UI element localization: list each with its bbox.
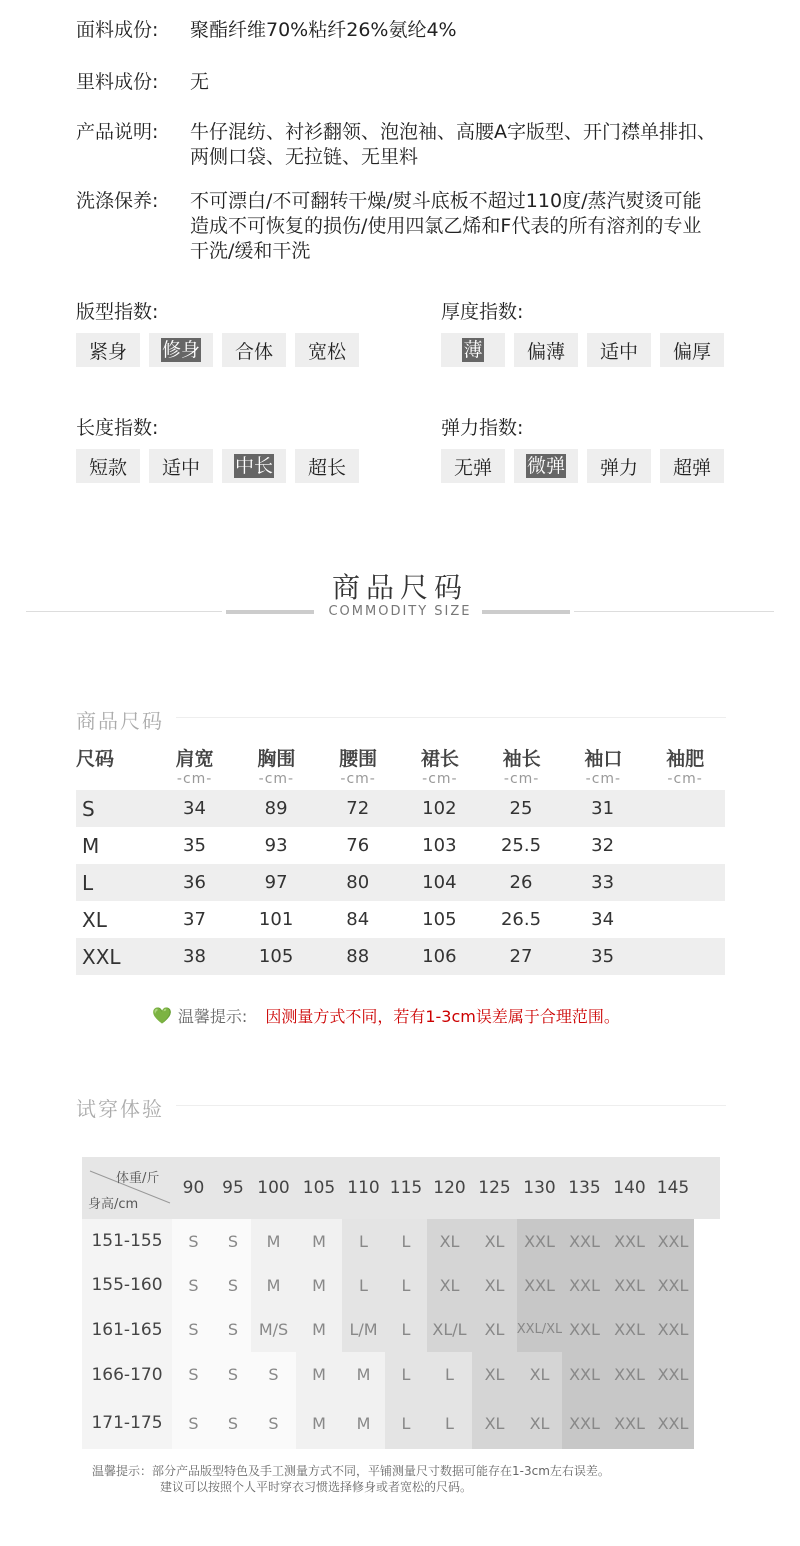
tip-text: 因测量方式不同，若有1-3cm误差属于合理范围。 [265, 1007, 620, 1026]
heart-icon: 💚 [152, 1006, 172, 1025]
size-recommendation-cell: XL/L [427, 1307, 472, 1352]
size-recommendation-cell: XL [472, 1307, 517, 1352]
divider-bar [482, 610, 570, 614]
elasticity-index-title: 弹力指数: [441, 417, 524, 439]
size-recommendation-cell: M [342, 1397, 385, 1449]
divider [574, 611, 774, 612]
divider [176, 1105, 726, 1106]
size-header-label: 尺码 [76, 748, 115, 770]
size-recommendation-cell: M [342, 1352, 385, 1397]
table-cell: 102 [422, 798, 457, 819]
index-option-label: 无弹 [453, 456, 492, 479]
size-recommendation-cell: M [296, 1352, 342, 1397]
index-option [222, 333, 286, 367]
tip-label: 温馨提示: [177, 1007, 248, 1026]
weight-header: 125 [478, 1178, 511, 1198]
table-row [76, 790, 725, 827]
size-header-cell [76, 744, 154, 787]
size-recommendation-cell: S [215, 1352, 251, 1397]
height-label: 155-160 [91, 1275, 163, 1295]
size-recommendation-cell: S [172, 1352, 215, 1397]
size-recommendation-cell: S [251, 1397, 296, 1449]
table-cell: 26.5 [500, 909, 542, 930]
table-row [76, 827, 725, 864]
table-cell: 31 [591, 798, 615, 819]
corner-height-label: 身高/cm [88, 1197, 139, 1212]
table-cell: 76 [346, 835, 370, 856]
size-recommendation-cell: XXL [652, 1219, 694, 1263]
info-label: 产品说明: [76, 121, 159, 143]
table-cell: XXL [82, 944, 121, 969]
weight-header: 90 [182, 1178, 205, 1198]
index-option-label: 合体 [234, 340, 273, 363]
size-recommendation-cell: XXL [607, 1307, 652, 1352]
info-value: 不可漂白/不可翻转干燥/熨斗底板不超过110度/蒸汽熨烫可能造成不可恢复的损伤/使用四氯乙烯和F代表的所有溶剂的专业干洗/缓和干洗 [190, 190, 702, 262]
size-recommendation-cell: M/S [251, 1307, 296, 1352]
table-cell: S [82, 796, 95, 821]
weight-header: 120 [433, 1178, 466, 1198]
fit-index-title: 版型指数: [76, 301, 159, 323]
size-recommendation-cell: XXL [607, 1397, 652, 1449]
weight-header: 95 [222, 1178, 244, 1198]
table-cell: 32 [591, 835, 615, 856]
size-recommendation-cell: L [385, 1219, 427, 1263]
index-option [660, 333, 724, 367]
index-option-label: 紧身 [88, 340, 127, 363]
index-option-label: 短款 [88, 456, 127, 479]
index-option [149, 333, 213, 367]
table-cell: XL [82, 907, 107, 932]
table-cell: 80 [346, 872, 370, 893]
size-recommendation-cell: M [296, 1307, 342, 1352]
info-value: 无 [190, 71, 210, 93]
size-recommendation-cell: XXL [562, 1219, 607, 1263]
table-row [76, 938, 725, 975]
length-index-options [76, 449, 359, 483]
info-value: 牛仔混纺、衬衫翻领、泡泡袖、高腰A字版型、开门襟单排扣、两侧口袋、无拉链、无里料 [190, 121, 716, 168]
info-care [76, 189, 720, 264]
footnote-line1: 温馨提示：部分产品版型特色及手工测量方式不同，平铺测量尺寸数据可能存在1-3cm左右误差。 [92, 1464, 610, 1478]
table-cell: 103 [422, 835, 457, 856]
size-section-title: 商品尺码 [76, 709, 164, 733]
size-header-unit: -cm- [667, 771, 703, 787]
weight-header: 105 [302, 1178, 336, 1198]
table-cell: 88 [346, 946, 370, 967]
size-header-label: 袖肥 [666, 748, 705, 770]
elasticity-index-options [441, 449, 724, 483]
info-description [76, 120, 720, 170]
table-row [76, 864, 725, 901]
height-label: 161-165 [91, 1319, 163, 1340]
table-cell: 106 [422, 946, 457, 967]
size-recommendation-cell: XXL [652, 1263, 694, 1307]
size-recommendation-cell: XL [427, 1219, 472, 1263]
size-header-label: 袖长 [502, 748, 541, 770]
size-header-label: 裙长 [420, 748, 459, 770]
size-recommendation-cell: XXL [652, 1352, 694, 1397]
size-header-unit: -cm- [422, 771, 458, 787]
divider [176, 717, 726, 718]
size-recommendation-cell: XL [427, 1263, 472, 1307]
size-recommendation-cell: M [251, 1219, 296, 1263]
table-cell: 84 [346, 909, 370, 930]
height-label: 171-175 [91, 1413, 163, 1433]
corner-weight-label: 体重/斤 [116, 1171, 160, 1186]
index-option-label: 超长 [307, 456, 346, 479]
footnote-line2: 建议可以按照个人平时穿衣习惯选择修身或者宽松的尺码。 [160, 1480, 473, 1494]
index-option [587, 333, 651, 367]
weight-header: 100 [257, 1178, 290, 1198]
size-recommendation-cell: XXL [562, 1397, 607, 1449]
table-cell: 105 [422, 909, 457, 930]
size-recommendation-cell: XXL [652, 1397, 694, 1449]
table-row [76, 901, 725, 938]
index-option-label: 弹力 [599, 456, 638, 479]
index-option [587, 449, 651, 483]
size-header-unit: -cm- [340, 771, 376, 787]
info-label: 洗涤保养: [76, 190, 159, 212]
size-recommendation-cell: XXL [607, 1219, 652, 1263]
table-cell: L [82, 870, 94, 895]
size-recommendation-cell: L [385, 1307, 427, 1352]
size-recommendation-cell: L [427, 1397, 472, 1449]
size-recommendation-cell: XL [472, 1263, 517, 1307]
length-index-title: 长度指数: [76, 417, 159, 439]
size-recommendation-cell: XXL [517, 1263, 562, 1307]
table-cell: 25.5 [500, 835, 542, 856]
size-recommendation-cell: XL [517, 1352, 562, 1397]
size-recommendation-cell: XXL/XL [517, 1307, 562, 1352]
index-option [76, 333, 140, 367]
fit-index-options [76, 333, 359, 367]
table-cell: 72 [346, 798, 370, 819]
size-recommendation-cell: XL [472, 1219, 517, 1263]
commodity-size-subtitle: COMMODITY SIZE [328, 604, 472, 619]
size-recommendation-cell: S [172, 1397, 215, 1449]
table-cell: 25 [509, 798, 533, 819]
index-option-label: 微弹 [526, 455, 565, 477]
weight-header: 140 [613, 1178, 646, 1198]
size-recommendation-cell: L [385, 1397, 427, 1449]
size-table-header [76, 744, 726, 787]
size-recommendation-cell: M [296, 1219, 342, 1263]
size-recommendation-cell: XXL [607, 1263, 652, 1307]
size-recommendation-cell: XL [517, 1397, 562, 1449]
table-cell: 26 [509, 872, 533, 893]
size-header-cell [317, 744, 399, 787]
index-option-label: 偏厚 [672, 340, 711, 363]
table-cell: 34 [591, 909, 615, 930]
size-recommendation-cell: S [215, 1307, 251, 1352]
index-option-label: 超弹 [672, 456, 711, 479]
weight-header: 110 [347, 1178, 380, 1198]
size-header-cell [563, 744, 645, 787]
size-recommendation-cell: L/M [342, 1307, 385, 1352]
table-cell: 38 [183, 946, 206, 967]
size-header-label: 袖口 [584, 748, 623, 770]
size-header-unit: -cm- [258, 771, 295, 787]
size-recommendation-cell: S [215, 1219, 251, 1263]
tryon-section-title: 试穿体验 [76, 1097, 164, 1121]
size-header-label: 腰围 [339, 748, 378, 770]
size-recommendation-cell: M [251, 1263, 296, 1307]
size-recommendation-cell: S [215, 1263, 251, 1307]
size-header-cell [154, 744, 236, 787]
index-option [660, 449, 724, 483]
info-label: 面料成份: [76, 19, 159, 41]
size-recommendation-cell: S [215, 1397, 251, 1449]
index-option-label: 中长 [234, 455, 273, 477]
index-option [76, 449, 140, 483]
size-recommendation-cell: M [296, 1397, 342, 1449]
weight-header: 135 [568, 1178, 601, 1198]
size-header-unit: -cm- [176, 771, 213, 787]
table-cell: M [82, 833, 100, 858]
info-value: 聚酯纤维70%粘纤26%氨纶4% [190, 19, 457, 41]
index-option-label: 宽松 [307, 340, 346, 363]
table-cell: 33 [591, 872, 615, 893]
index-option [149, 449, 213, 483]
size-recommendation-cell: L [385, 1352, 427, 1397]
size-header-label: 胸围 [257, 748, 296, 770]
info-lining [76, 70, 720, 95]
size-recommendation-cell: XXL [562, 1307, 607, 1352]
commodity-size-title: 商品尺码 [331, 571, 468, 604]
size-recommendation-cell: M [296, 1263, 342, 1307]
size-header-cell [644, 744, 726, 787]
size-recommendation-cell: XXL [652, 1307, 694, 1352]
size-recommendation-cell: L [427, 1352, 472, 1397]
table-cell: 34 [183, 798, 206, 819]
index-option [514, 333, 578, 367]
size-recommendation-cell: XXL [562, 1352, 607, 1397]
table-cell: 105 [258, 946, 294, 967]
size-recommendation-cell: XXL [517, 1219, 562, 1263]
size-recommendation-cell: S [172, 1263, 215, 1307]
size-recommendation-cell: L [385, 1263, 427, 1307]
weight-header: 145 [656, 1178, 690, 1198]
index-option [441, 333, 505, 367]
size-header-cell [481, 744, 563, 787]
size-recommendation-cell: L [342, 1263, 385, 1307]
table-cell: 35 [591, 946, 615, 967]
size-header-label: 肩宽 [175, 748, 214, 770]
index-option [222, 449, 286, 483]
info-label: 里料成份: [76, 71, 159, 93]
index-option-label: 适中 [161, 456, 200, 479]
thickness-index-options [441, 333, 724, 367]
size-recommendation-cell: XXL [562, 1263, 607, 1307]
size-recommendation-cell: XXL [607, 1352, 652, 1397]
index-option [441, 449, 505, 483]
size-header-cell [236, 744, 318, 787]
index-option-label: 适中 [599, 340, 638, 363]
table-cell: 104 [422, 872, 457, 893]
index-option [295, 333, 359, 367]
size-header-unit: -cm- [585, 771, 622, 787]
size-recommendation-cell: S [251, 1352, 296, 1397]
weight-header: 115 [389, 1178, 423, 1198]
table-cell: 97 [264, 872, 288, 893]
size-recommendation-cell: L [342, 1219, 385, 1263]
measurement-tip [152, 1004, 620, 1027]
index-option-label: 偏薄 [526, 340, 565, 363]
info-fabric [76, 18, 720, 43]
table-cell: 37 [183, 909, 206, 930]
table-cell: 89 [264, 798, 288, 819]
size-recommendation-cell: S [172, 1307, 215, 1352]
size-recommendation-cell: XL [472, 1397, 517, 1449]
table-cell: 35 [183, 835, 206, 856]
thickness-index-title: 厚度指数: [441, 301, 524, 323]
index-option-label: 薄 [463, 339, 483, 361]
tryon-grid [82, 1157, 720, 1449]
size-recommendation-cell: XL [472, 1352, 517, 1397]
table-cell: 36 [183, 872, 206, 893]
table-cell: 27 [509, 946, 533, 967]
size-header-unit: -cm- [503, 771, 540, 787]
index-option-label: 修身 [161, 339, 200, 361]
index-option [295, 449, 359, 483]
table-cell: 101 [258, 909, 294, 930]
height-label: 166-170 [91, 1364, 163, 1385]
weight-header: 130 [523, 1178, 556, 1198]
table-cell: 93 [264, 835, 288, 856]
index-option [514, 449, 578, 483]
height-label: 151-155 [91, 1231, 163, 1251]
size-recommendation-cell: S [172, 1219, 215, 1263]
size-header-cell [399, 744, 481, 787]
